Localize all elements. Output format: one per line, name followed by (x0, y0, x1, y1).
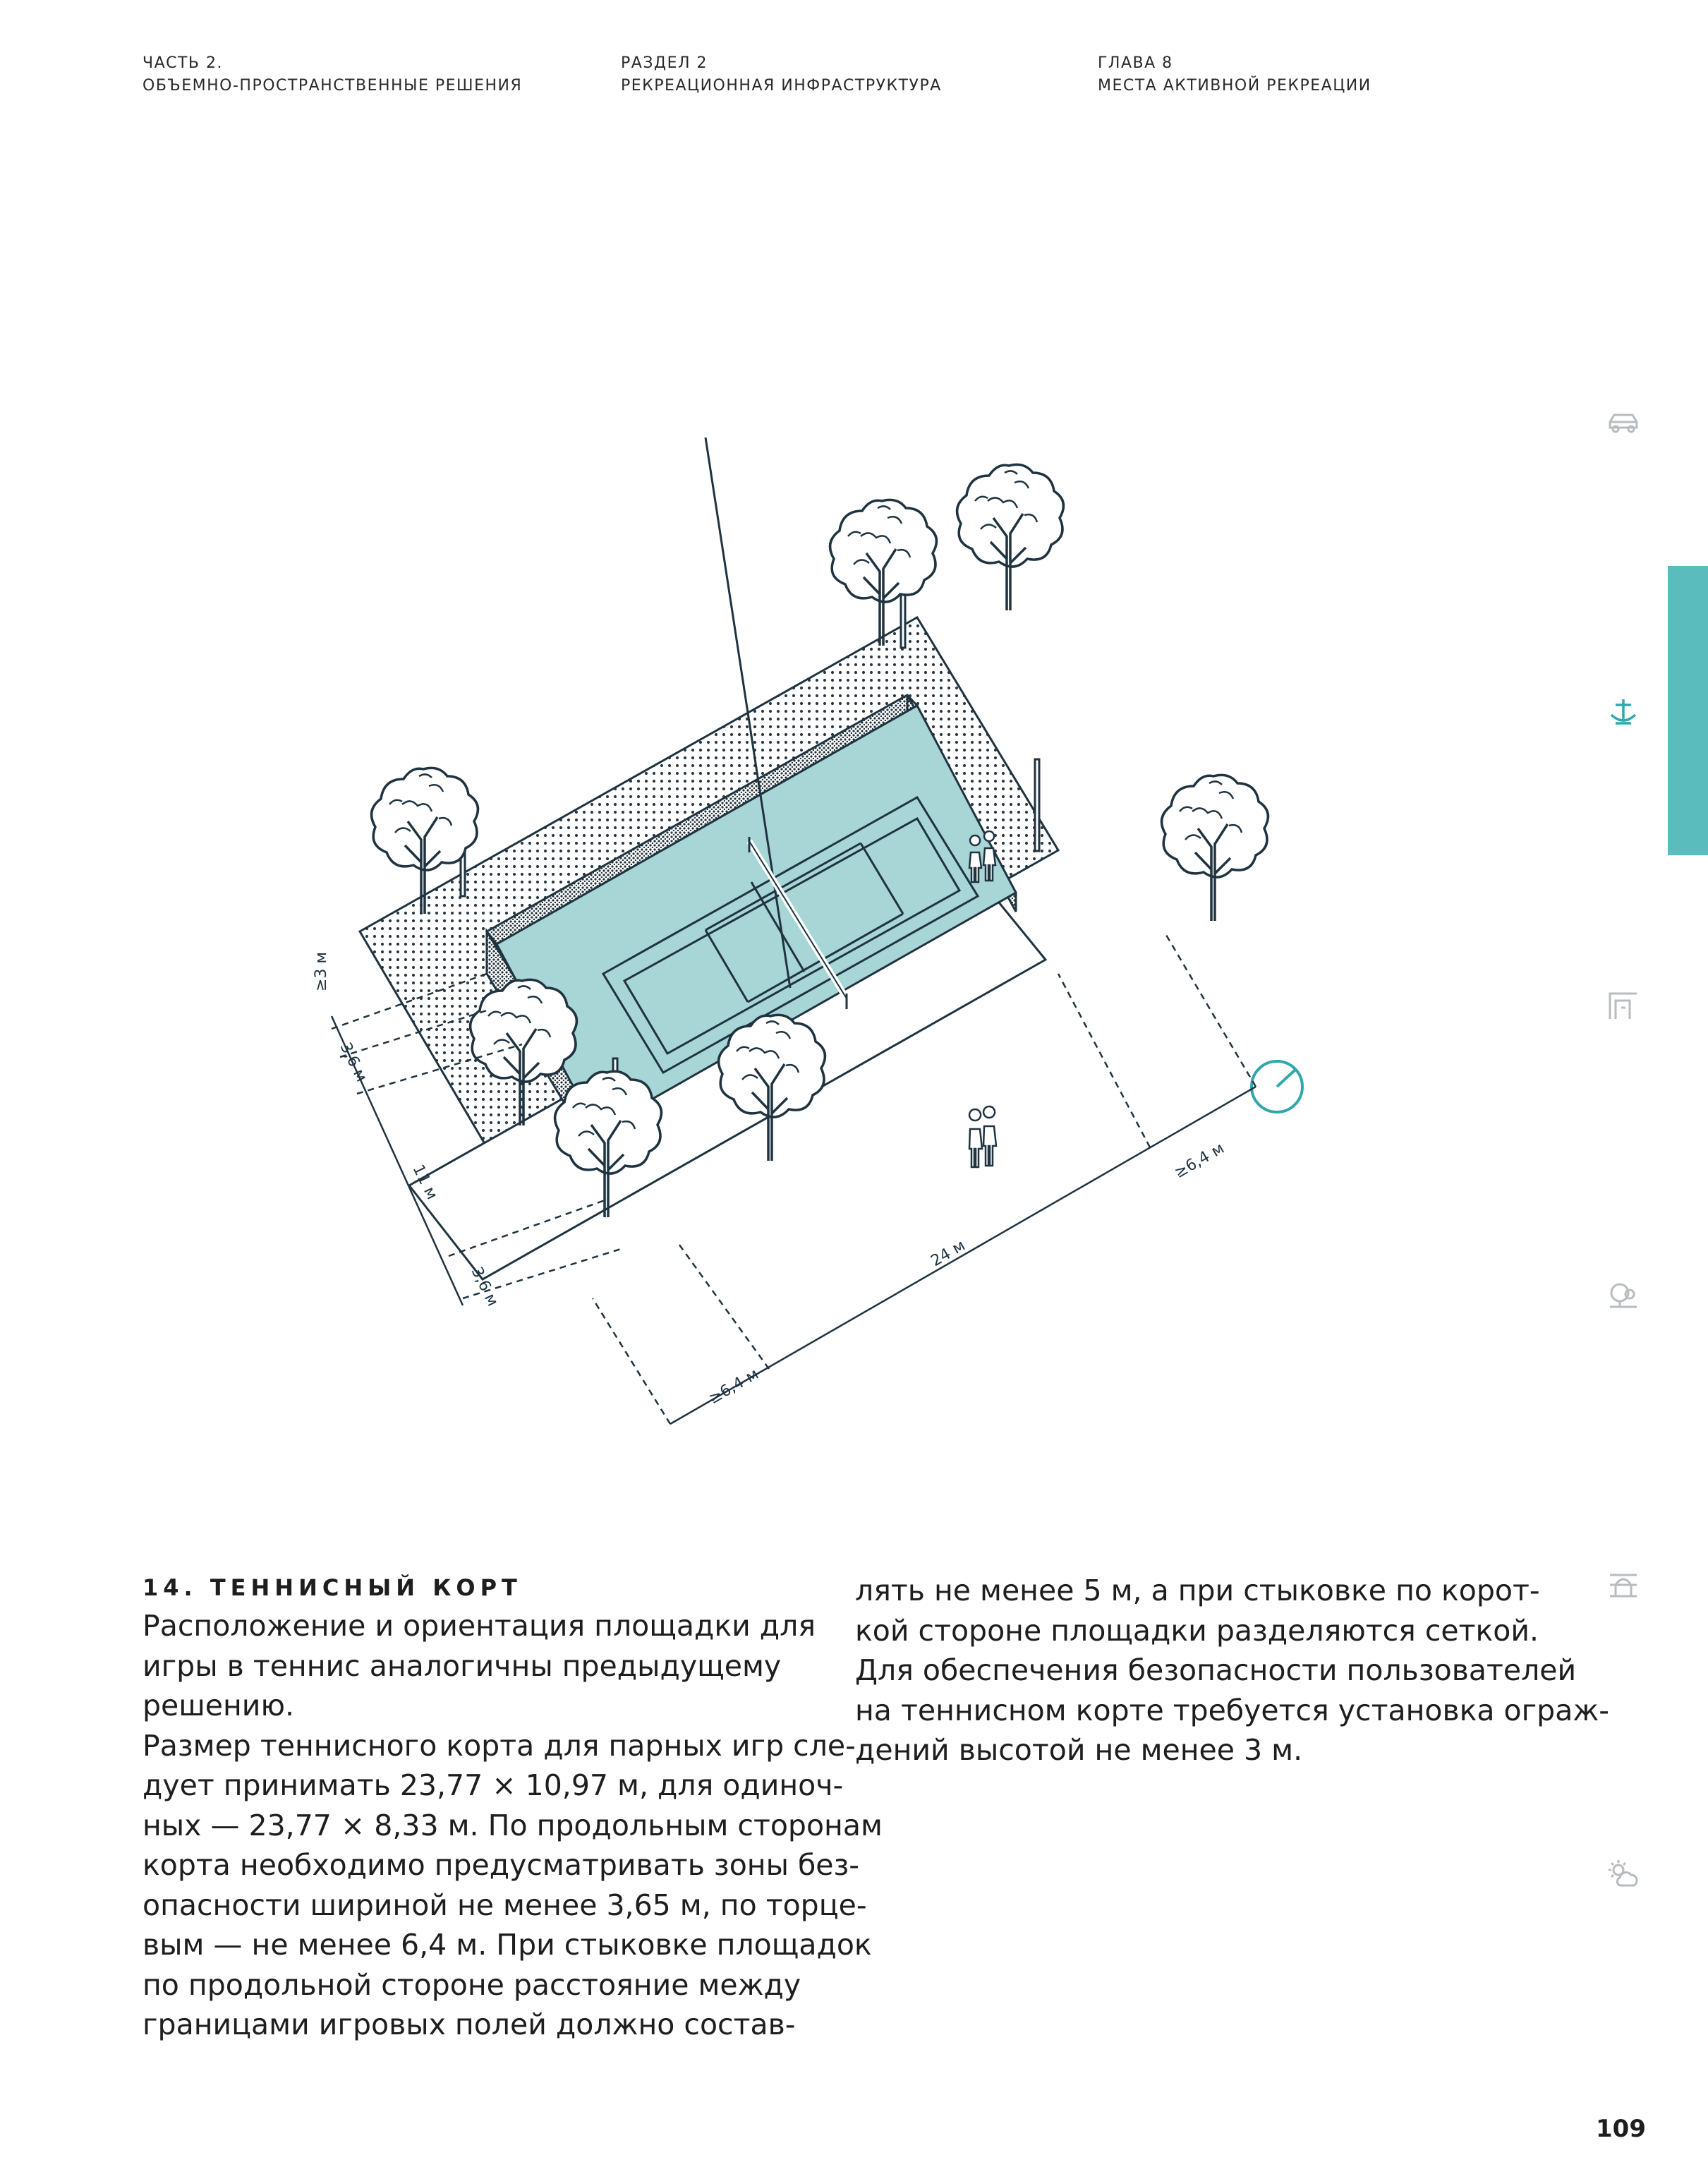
page-number: 109 (1596, 2115, 1646, 2143)
header-section-number: РАЗДЕЛ 2 (621, 54, 708, 72)
dim-fence-label: ≥3 м (313, 951, 330, 991)
body-line: игры в теннис аналогичны предыдущему (143, 1648, 782, 1683)
header-part-number: ЧАСТЬ 2. (143, 54, 224, 72)
building-icon[interactable] (1606, 988, 1641, 1023)
dim-court-length-label: 24 м (928, 1236, 969, 1271)
active-section-tab[interactable] (1668, 566, 1708, 855)
header-section (621, 52, 942, 97)
body-line: Размер теннисного корта для парных игр сле- (143, 1728, 856, 1763)
body-line: вым — не менее 6,4 м. При стыковке площадок (143, 1928, 872, 1962)
section-heading: 14. ТЕННИСНЫЙ КОРТ (143, 1574, 522, 1601)
tennis-court-diagram (310, 437, 1340, 1468)
dim-court-width-label: 11 м (408, 1161, 441, 1203)
body-line: лять не менее 5 м, а при стыковке по корот- (855, 1574, 1540, 1607)
header-chapter (1098, 52, 1371, 97)
playground-icon[interactable] (1606, 1277, 1641, 1312)
header-chapter-title: МЕСТА АКТИВНОЙ РЕКРЕАЦИИ (1098, 77, 1371, 95)
compass-icon (1252, 1061, 1302, 1112)
dim-side-top-label: 3,6 м (336, 1039, 370, 1085)
body-line: по продольной стороне расстояние между (143, 1967, 801, 2002)
header-section-title: РЕКРЕАЦИОННАЯ ИНФРАСТРУКТУРА (621, 77, 942, 95)
fountain-icon[interactable] (1606, 695, 1641, 730)
body-line: кой стороне площадки разделяются сеткой. (855, 1613, 1539, 1648)
header-chapter-number: ГЛАВА 8 (1098, 54, 1173, 72)
body-line: ных — 23,77 × 8,33 м. По продольным сторонам (143, 1808, 883, 1842)
body-line: решению. (143, 1689, 294, 1722)
body-line: опасности шириной не менее 3,65 м, по торце- (143, 1888, 867, 1922)
body-line: дует принимать 23,77 × 10,97 м, для одиноч- (143, 1768, 844, 1802)
article-column-right (855, 1571, 1610, 1770)
dim-end-right-label: ≥6,4 м (1171, 1140, 1228, 1183)
body-line: Для обеспечения безопасности пользователей (855, 1653, 1577, 1687)
dim-side-bottom-label: 3,6 м (467, 1264, 502, 1310)
body-line: Расположение и ориентация площадки для (143, 1609, 816, 1643)
car-icon[interactable] (1606, 405, 1641, 440)
header-part (143, 52, 522, 97)
body-line: дений высотой не менее 3 м. (855, 1733, 1303, 1767)
bridge-icon[interactable] (1606, 1568, 1641, 1603)
dim-end-left-label: ≥6,4 м (705, 1365, 762, 1408)
body-line: на теннисном корте требуется установка ограж- (855, 1693, 1610, 1727)
article-column-left (143, 1571, 883, 2045)
weather-icon[interactable] (1606, 1857, 1641, 1893)
people-on-path (969, 1106, 996, 1167)
body-line: корта необходимо предусматривать зоны без- (143, 1848, 860, 1882)
header-part-title: ОБЪЕМНО-ПРОСТРАНСТВЕННЫЕ РЕШЕНИЯ (143, 77, 523, 95)
body-line: границами игровых полей должно состав- (143, 2008, 796, 2041)
